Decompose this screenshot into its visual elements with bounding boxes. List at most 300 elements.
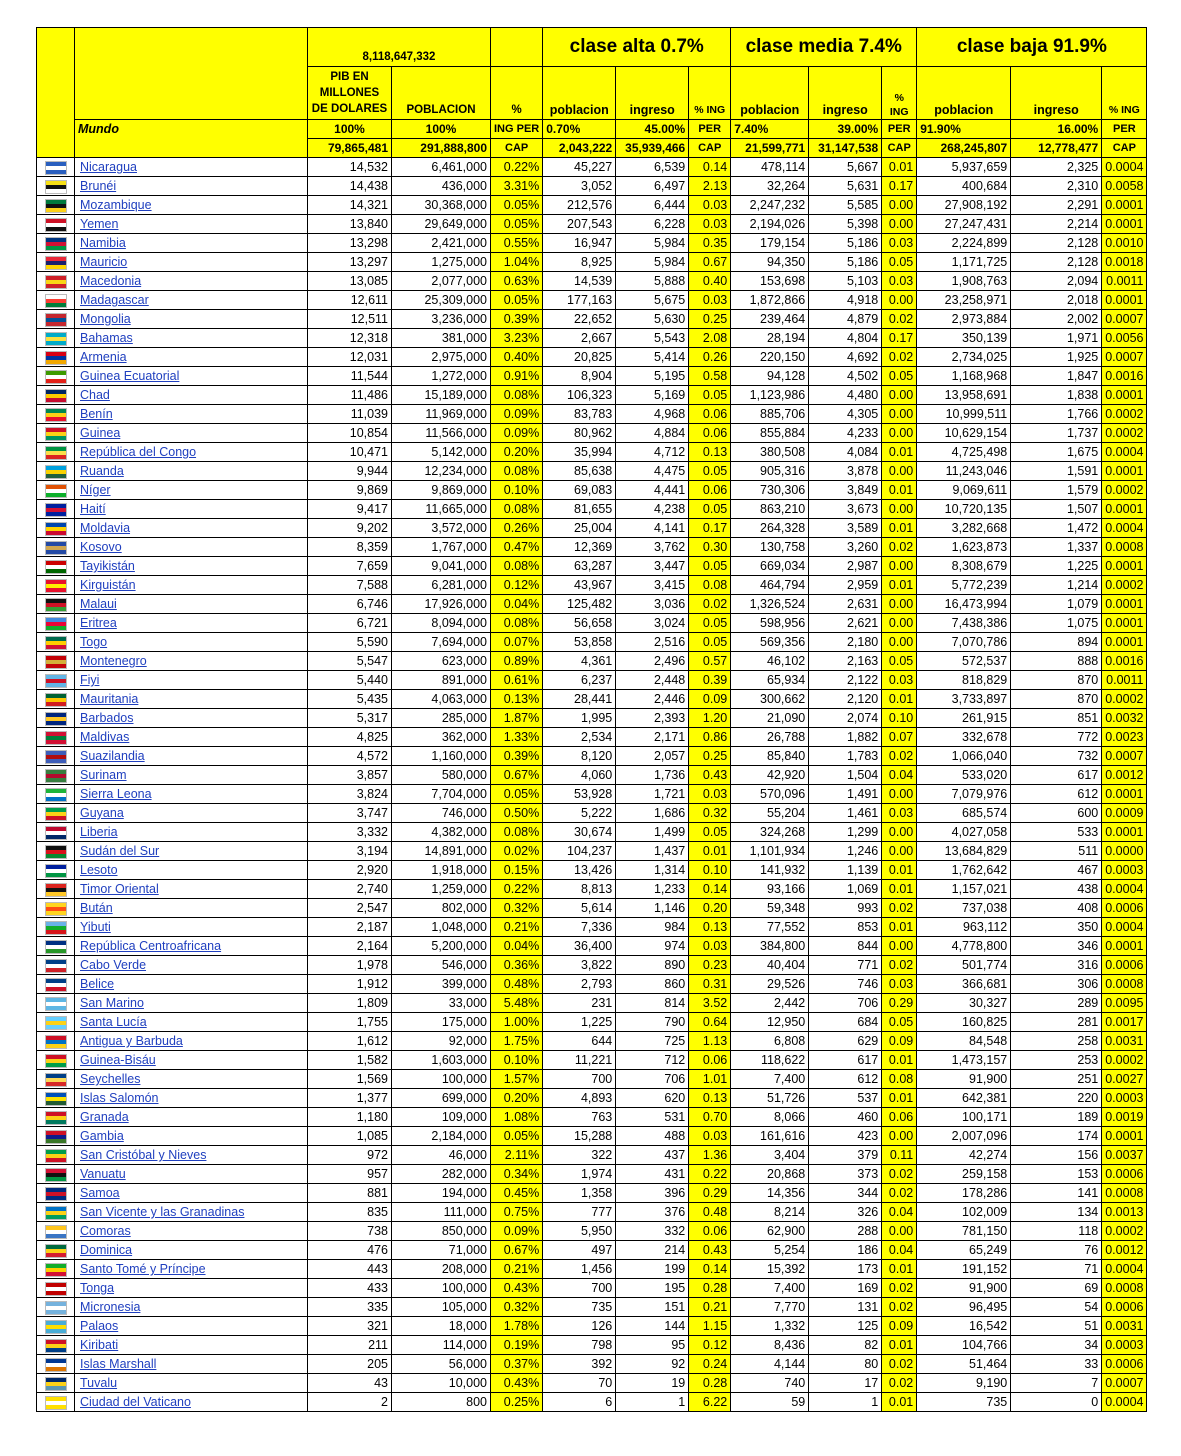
baja-pob-cell: 7,438,386	[917, 614, 1011, 633]
media-pct-cell: 0.08	[882, 1070, 917, 1089]
media-pob-cell: 5,254	[731, 1241, 809, 1260]
flag-cell	[37, 196, 75, 215]
country-link[interactable]: Tonga	[75, 1279, 308, 1298]
poblacion-cell: 2,184,000	[392, 1127, 491, 1146]
country-flag-icon	[45, 1301, 67, 1315]
table-row	[37, 386, 1147, 405]
media-pct-cell: 0.01	[882, 158, 917, 177]
pct-ing-cell: 1.08%	[491, 1108, 543, 1127]
baja-pob-cell: 1,623,873	[917, 538, 1011, 557]
poblacion-cell: 4,382,000	[392, 823, 491, 842]
pib-cell: 2,740	[308, 880, 392, 899]
flag-cell	[37, 1317, 75, 1336]
country-link[interactable]: Guinea	[75, 424, 308, 443]
pib-cell: 5,440	[308, 671, 392, 690]
country-link[interactable]: República Centroafricana	[75, 937, 308, 956]
media-pct-cell: 0.00	[882, 842, 917, 861]
media-pct-cell: 0.02	[882, 1374, 917, 1393]
alta-pct-cell: 3.52	[689, 994, 731, 1013]
country-link[interactable]: Granada	[75, 1108, 308, 1127]
flag-cell	[37, 861, 75, 880]
poblacion-cell: 92,000	[392, 1032, 491, 1051]
media-pob-cell: 179,154	[731, 234, 809, 253]
country-link[interactable]: Palaos	[75, 1317, 308, 1336]
pct-ing-cell: 1.57%	[491, 1070, 543, 1089]
country-link[interactable]: Ruanda	[75, 462, 308, 481]
country-link[interactable]: Lesoto	[75, 861, 308, 880]
media-pob-cell: 26,788	[731, 728, 809, 747]
media-pct-cell: 0.00	[882, 462, 917, 481]
country-link[interactable]: Maldivas	[75, 728, 308, 747]
alta-pct-cell: 0.05	[689, 823, 731, 842]
media-pob-label: poblacion	[731, 67, 809, 120]
alta-ing-cell: 1,499	[616, 823, 689, 842]
poblacion-cell: 285,000	[392, 709, 491, 728]
flag-cell	[37, 728, 75, 747]
alta-pob-cell: 777	[543, 1203, 616, 1222]
pib-cell: 433	[308, 1279, 392, 1298]
country-link[interactable]: Barbados	[75, 709, 308, 728]
media-pob-cell: 8,214	[731, 1203, 809, 1222]
table-row	[37, 975, 1147, 994]
country-link[interactable]: Timor Oriental	[75, 880, 308, 899]
alta-pct-cell: 0.43	[689, 1241, 731, 1260]
baja-pob-cell: 7,070,786	[917, 633, 1011, 652]
country-link[interactable]: Santo Tomé y Príncipe	[75, 1260, 308, 1279]
baja-pob-cell: 2,224,899	[917, 234, 1011, 253]
pct-ing-cell: 1.78%	[491, 1317, 543, 1336]
alta-ing-cell: 1,314	[616, 861, 689, 880]
poblacion-cell: 1,160,000	[392, 747, 491, 766]
pct-ing-cell: 0.09%	[491, 424, 543, 443]
media-pct-cell: 0.01	[882, 690, 917, 709]
poblacion-cell: 71,000	[392, 1241, 491, 1260]
alta-pob-cell: 106,323	[543, 386, 616, 405]
poblacion-cell: 1,918,000	[392, 861, 491, 880]
pct-ing-cell: 0.50%	[491, 804, 543, 823]
media-pob-cell: 153,698	[731, 272, 809, 291]
pct-ing-cell: 0.09%	[491, 405, 543, 424]
country-link[interactable]: Samoa	[75, 1184, 308, 1203]
country-link[interactable]: Surinam	[75, 766, 308, 785]
media-ing-total: 31,147,538	[809, 139, 882, 158]
media-pct-cell: 0.11	[882, 1146, 917, 1165]
pib-cell: 10,854	[308, 424, 392, 443]
alta-pct-cell: 0.08	[689, 576, 731, 595]
country-flag-icon	[45, 1168, 67, 1182]
pct-ing-cell: 1.75%	[491, 1032, 543, 1051]
baja-pob-cell: 96,495	[917, 1298, 1011, 1317]
country-link[interactable]: Haití	[75, 500, 308, 519]
country-link[interactable]: Macedonia	[75, 272, 308, 291]
country-link[interactable]: Benín	[75, 405, 308, 424]
pct-ing-cell: 0.47%	[491, 538, 543, 557]
country-link[interactable]: Comoras	[75, 1222, 308, 1241]
media-pct-cell: 0.00	[882, 405, 917, 424]
media-pob-cell: 8,066	[731, 1108, 809, 1127]
alta-pob-cell: 7,336	[543, 918, 616, 937]
media-pct-cell: 0.17	[882, 177, 917, 196]
media-ing-cell: 1,069	[809, 880, 882, 899]
baja-ing-cell: 1,591	[1011, 462, 1102, 481]
media-pct-cell: 0.02	[882, 899, 917, 918]
country-link[interactable]: Ciudad del Vaticano	[75, 1393, 308, 1412]
alta-pct-cell: 0.01	[689, 842, 731, 861]
alta-pct-cell: 0.12	[689, 1336, 731, 1355]
table-row	[37, 937, 1147, 956]
pib-cell: 14,321	[308, 196, 392, 215]
poblacion-cell: 105,000	[392, 1298, 491, 1317]
country-flag-icon	[45, 522, 67, 536]
header-blank	[491, 28, 543, 67]
pct-ing-cell: 0.26%	[491, 519, 543, 538]
pct-ing-cell: 0.61%	[491, 671, 543, 690]
country-link[interactable]: Níger	[75, 481, 308, 500]
table-row	[37, 1336, 1147, 1355]
country-link[interactable]: Antigua y Barbuda	[75, 1032, 308, 1051]
media-ing-cell: 2,987	[809, 557, 882, 576]
baja-ing-cell: 894	[1011, 633, 1102, 652]
baja-ing-cell: 0	[1011, 1393, 1102, 1412]
table-row	[37, 329, 1147, 348]
media-ing-cell: 2,621	[809, 614, 882, 633]
country-link[interactable]: Kirguistán	[75, 576, 308, 595]
alta-pob-cell: 763	[543, 1108, 616, 1127]
media-ing-cell: 1,139	[809, 861, 882, 880]
baja-pct-cell: 0.0003	[1102, 1336, 1147, 1355]
alta-pob-cell: 1,974	[543, 1165, 616, 1184]
country-link[interactable]: San Vicente y las Granadinas	[75, 1203, 308, 1222]
alta-ing-cell: 814	[616, 994, 689, 1013]
baja-pct-cell: 0.0056	[1102, 329, 1147, 348]
alta-pct-cell: 6.22	[689, 1393, 731, 1412]
country-link[interactable]: Vanuatu	[75, 1165, 308, 1184]
poblacion-cell: 11,665,000	[392, 500, 491, 519]
baja-pob-cell: 2,007,096	[917, 1127, 1011, 1146]
country-flag-icon	[45, 1244, 67, 1258]
country-link[interactable]: Guyana	[75, 804, 308, 823]
country-link[interactable]: Nicaragua	[75, 158, 308, 177]
pib-cell: 957	[308, 1165, 392, 1184]
alta-ing-cell: 396	[616, 1184, 689, 1203]
alta-pct-cell: 0.22	[689, 1165, 731, 1184]
alta-pct-cell: 2.13	[689, 177, 731, 196]
country-link[interactable]: Moldavia	[75, 519, 308, 538]
country-link[interactable]: San Marino	[75, 994, 308, 1013]
table-row	[37, 633, 1147, 652]
country-link[interactable]: Yemen	[75, 215, 308, 234]
pib-cell: 13,840	[308, 215, 392, 234]
country-flag-icon	[45, 693, 67, 707]
pct-ing-cell: 0.02%	[491, 842, 543, 861]
alta-pob-cell: 126	[543, 1317, 616, 1336]
pib-cell: 9,944	[308, 462, 392, 481]
alta-ing-cell: 531	[616, 1108, 689, 1127]
country-link[interactable]: Mauritania	[75, 690, 308, 709]
alta-ing-cell: 5,195	[616, 367, 689, 386]
country-link[interactable]: Islas Salomón	[75, 1089, 308, 1108]
country-flag-icon	[45, 313, 67, 327]
media-pct-cell: 0.01	[882, 576, 917, 595]
pct-ing-cell: 0.10%	[491, 481, 543, 500]
poblacion-cell: 12,234,000	[392, 462, 491, 481]
media-pct-label-a	[882, 67, 917, 120]
pib-cell: 3,824	[308, 785, 392, 804]
baja-pct-cell: 0.0012	[1102, 1241, 1147, 1260]
alta-pob-cell: 2,534	[543, 728, 616, 747]
baja-pct-cell: 0.0002	[1102, 481, 1147, 500]
pib-cell: 5,590	[308, 633, 392, 652]
baja-pct-cell: 0.0011	[1102, 671, 1147, 690]
table-row	[37, 861, 1147, 880]
country-flag-icon	[45, 807, 67, 821]
flag-cell	[37, 1070, 75, 1089]
country-link[interactable]: Mongolia	[75, 310, 308, 329]
baja-pct-cell: 0.0011	[1102, 272, 1147, 291]
alta-ing-cell: 2,448	[616, 671, 689, 690]
media-pob-cell: 21,090	[731, 709, 809, 728]
alta-pob-cell: 207,543	[543, 215, 616, 234]
pib-cell: 7,588	[308, 576, 392, 595]
alta-ing-pct: 45.00%	[616, 120, 689, 139]
country-link[interactable]: Kiribati	[75, 1336, 308, 1355]
country-flag-icon	[45, 1035, 67, 1049]
country-link[interactable]: San Cristóbal y Nieves	[75, 1146, 308, 1165]
country-link[interactable]: Kosovo	[75, 538, 308, 557]
media-ing-cell: 1,504	[809, 766, 882, 785]
media-ing-cell: 2,074	[809, 709, 882, 728]
media-pob-cell: 740	[731, 1374, 809, 1393]
baja-pob-cell: 91,900	[917, 1279, 1011, 1298]
media-pct-cell: 0.09	[882, 1032, 917, 1051]
country-link[interactable]: Madagascar	[75, 291, 308, 310]
baja-pct-cell: 0.0001	[1102, 1127, 1147, 1146]
media-ing-cell: 844	[809, 937, 882, 956]
media-pct-cell: 0.01	[882, 481, 917, 500]
baja-pob-cell: 91,900	[917, 1070, 1011, 1089]
baja-ing-cell: 600	[1011, 804, 1102, 823]
pct-ing-cell: 0.05%	[491, 196, 543, 215]
table-row	[37, 1165, 1147, 1184]
alta-ing-cell: 199	[616, 1260, 689, 1279]
baja-pct-cell: 0.0004	[1102, 443, 1147, 462]
table-row	[37, 367, 1147, 386]
media-ing-cell: 3,260	[809, 538, 882, 557]
col-pct-pre: %	[491, 67, 543, 120]
country-link[interactable]: Seychelles	[75, 1070, 308, 1089]
baja-ing-cell: 1,579	[1011, 481, 1102, 500]
flag-cell	[37, 1203, 75, 1222]
media-pob-cell: 20,868	[731, 1165, 809, 1184]
pct-ing-cell: 0.36%	[491, 956, 543, 975]
media-ing-cell: 326	[809, 1203, 882, 1222]
total-pib: 79,865,481	[308, 139, 392, 158]
pib-cell: 12,511	[308, 310, 392, 329]
country-link[interactable]: Sierra Leona	[75, 785, 308, 804]
pct-ing-cell: 0.45%	[491, 1184, 543, 1203]
media-pob-cell: 59	[731, 1393, 809, 1412]
alta-pct-cell: 0.35	[689, 234, 731, 253]
country-link[interactable]: Montenegro	[75, 652, 308, 671]
country-link[interactable]: Chad	[75, 386, 308, 405]
pib-cell: 6,721	[308, 614, 392, 633]
table-row	[37, 348, 1147, 367]
poblacion-cell: 100,000	[392, 1279, 491, 1298]
pct-ing-cell: 1.00%	[491, 1013, 543, 1032]
flag-cell	[37, 842, 75, 861]
alta-ing-cell: 151	[616, 1298, 689, 1317]
country-link[interactable]: Dominica	[75, 1241, 308, 1260]
country-link[interactable]: Gambia	[75, 1127, 308, 1146]
alta-pob-cell: 81,655	[543, 500, 616, 519]
baja-pct-cell: 0.0003	[1102, 1089, 1147, 1108]
alta-ing-cell: 431	[616, 1165, 689, 1184]
pib-cell: 1,912	[308, 975, 392, 994]
media-pct-label-a-text: %	[894, 92, 904, 104]
table-row	[37, 614, 1147, 633]
country-link[interactable]: Bahamas	[75, 329, 308, 348]
country-link[interactable]: Mauricio	[75, 253, 308, 272]
country-link[interactable]: Cabo Verde	[75, 956, 308, 975]
pct-ing-cell: 0.05%	[491, 291, 543, 310]
media-pob-cell: 2,194,026	[731, 215, 809, 234]
flag-cell	[37, 1279, 75, 1298]
table-row	[37, 519, 1147, 538]
country-link[interactable]: Namibia	[75, 234, 308, 253]
table-header	[37, 28, 1147, 158]
baja-pob-cell: 10,629,154	[917, 424, 1011, 443]
alta-pob-cell: 20,825	[543, 348, 616, 367]
country-link[interactable]: Fiyi	[75, 671, 308, 690]
alta-pct-cell: 1.20	[689, 709, 731, 728]
poblacion-cell: 2,421,000	[392, 234, 491, 253]
baja-pob-cell: 51,464	[917, 1355, 1011, 1374]
country-link[interactable]: Micronesia	[75, 1298, 308, 1317]
baja-ing-cell: 1,075	[1011, 614, 1102, 633]
country-link[interactable]: Islas Marshall	[75, 1355, 308, 1374]
country-link[interactable]: Guinea Ecuatorial	[75, 367, 308, 386]
media-pob-pct: 7.40%	[731, 120, 809, 139]
media-pob-cell: 40,404	[731, 956, 809, 975]
media-pct-cell: 0.01	[882, 1336, 917, 1355]
alta-pob-total: 2,043,222	[543, 139, 616, 158]
country-link[interactable]: Armenia	[75, 348, 308, 367]
media-ing-cell: 80	[809, 1355, 882, 1374]
media-pob-cell: 14,356	[731, 1184, 809, 1203]
pib-cell: 8,359	[308, 538, 392, 557]
baja-pct-cell: 0.0018	[1102, 253, 1147, 272]
country-link[interactable]: Belice	[75, 975, 308, 994]
baja-ing-cell: 2,018	[1011, 291, 1102, 310]
media-pob-cell: 8,436	[731, 1336, 809, 1355]
country-link[interactable]: Togo	[75, 633, 308, 652]
pib-cell: 14,438	[308, 177, 392, 196]
media-pob-cell: 855,884	[731, 424, 809, 443]
pct-ing-cell: 0.43%	[491, 1279, 543, 1298]
poblacion-cell: 436,000	[392, 177, 491, 196]
media-pct-cell: 0.09	[882, 1317, 917, 1336]
country-link[interactable]: Mozambique	[75, 196, 308, 215]
country-flag-icon	[45, 541, 67, 555]
baja-pct-cell: 0.0027	[1102, 1070, 1147, 1089]
table-row	[37, 1032, 1147, 1051]
pib-cell: 5,317	[308, 709, 392, 728]
country-link[interactable]: Tayikistán	[75, 557, 308, 576]
baja-pob-cell: 13,958,691	[917, 386, 1011, 405]
flag-cell	[37, 1222, 75, 1241]
media-pob-cell: 885,706	[731, 405, 809, 424]
country-link[interactable]: República del Congo	[75, 443, 308, 462]
baja-pob-cell: 191,152	[917, 1260, 1011, 1279]
baja-pob-cell: 4,725,498	[917, 443, 1011, 462]
alta-pct-cell: 0.10	[689, 861, 731, 880]
alta-pct-cell: 0.03	[689, 785, 731, 804]
table-row	[37, 1260, 1147, 1279]
country-link[interactable]: Brunéi	[75, 177, 308, 196]
media-pob-cell: 863,210	[731, 500, 809, 519]
baja-ing-cell: 1,766	[1011, 405, 1102, 424]
pib-cell: 1,582	[308, 1051, 392, 1070]
baja-ing-cell: 51	[1011, 1317, 1102, 1336]
media-pob-cell: 1,326,524	[731, 595, 809, 614]
country-link[interactable]: Santa Lucía	[75, 1013, 308, 1032]
pib-cell: 881	[308, 1184, 392, 1203]
country-link[interactable]: Liberia	[75, 823, 308, 842]
country-link[interactable]: Eritrea	[75, 614, 308, 633]
alta-pob-cell: 125,482	[543, 595, 616, 614]
alta-ing-cell: 3,415	[616, 576, 689, 595]
media-pct-label-b-text: ING	[889, 106, 909, 118]
pib-cell: 9,417	[308, 500, 392, 519]
media-pob-cell: 7,770	[731, 1298, 809, 1317]
media-ing-cell: 3,673	[809, 500, 882, 519]
country-link[interactable]: Bután	[75, 899, 308, 918]
media-ing-cell: 4,233	[809, 424, 882, 443]
flag-cell	[37, 272, 75, 291]
country-link[interactable]: Malaui	[75, 595, 308, 614]
table-body	[37, 158, 1147, 1412]
alta-pob-cell: 4,060	[543, 766, 616, 785]
country-link[interactable]: Yibuti	[75, 918, 308, 937]
country-link[interactable]: Guinea-Bisáu	[75, 1051, 308, 1070]
media-pct-cell: 0.00	[882, 557, 917, 576]
alta-pob-cell: 36,400	[543, 937, 616, 956]
table-row	[37, 1070, 1147, 1089]
alta-pct-cell: 0.03	[689, 215, 731, 234]
country-link[interactable]: Suazilandia	[75, 747, 308, 766]
cap-label: CAP	[491, 139, 543, 158]
alta-pct-cell: 0.39	[689, 671, 731, 690]
media-pct-cell: 0.00	[882, 937, 917, 956]
baja-ing-cell: 732	[1011, 747, 1102, 766]
media-pob-cell: 1,123,986	[731, 386, 809, 405]
alta-ing-cell: 620	[616, 1089, 689, 1108]
alta-pob-cell: 735	[543, 1298, 616, 1317]
alta-pob-cell: 1,456	[543, 1260, 616, 1279]
baja-pct-cell: 0.0006	[1102, 956, 1147, 975]
alta-pct-cell: 1.36	[689, 1146, 731, 1165]
flag-cell	[37, 880, 75, 899]
baja-ing-cell: 306	[1011, 975, 1102, 994]
media-pob-cell: 32,264	[731, 177, 809, 196]
media-pct-cell: 0.01	[882, 1260, 917, 1279]
country-link[interactable]: Tuvalu	[75, 1374, 308, 1393]
baja-pob-cell: 332,678	[917, 728, 1011, 747]
baja-pob-cell: 1,762,642	[917, 861, 1011, 880]
alta-pct-cell: 0.06	[689, 1222, 731, 1241]
country-link[interactable]: Sudán del Sur	[75, 842, 308, 861]
world-label: Mundo	[75, 120, 308, 158]
